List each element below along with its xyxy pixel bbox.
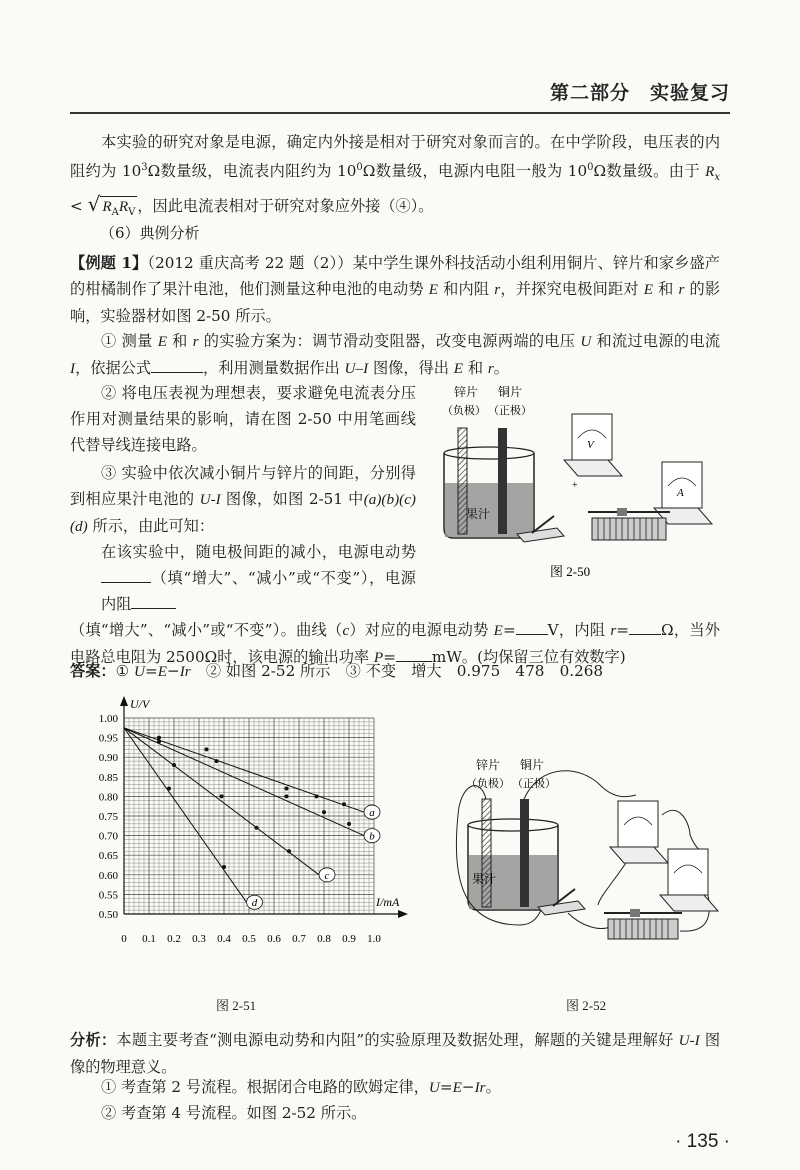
- answer-blank[interactable]: [131, 594, 176, 609]
- y-tick-label: 0.65: [98, 850, 118, 863]
- y-axis-label: U/V: [130, 697, 150, 711]
- header-rule: [70, 112, 730, 114]
- x-tick-label: 0.1: [142, 933, 156, 945]
- svg-text:（正极）: （正极）: [512, 778, 556, 790]
- x-tick-label: 0.2: [167, 933, 181, 945]
- page-header-title: 第二部分 实验复习: [549, 82, 730, 104]
- svg-text:果汁: 果汁: [466, 507, 491, 521]
- figure-2-51-caption: 图 2-51: [216, 998, 257, 1013]
- zinc-label: 锌片: [454, 385, 479, 399]
- y-tick-label: 0.90: [98, 752, 118, 765]
- x-axis-arrow: [398, 910, 408, 918]
- question-3-part-b: 在该实验中，随电极间距的减小，电源电动势（填“增大”、“减小”或“不变”），电源内阻 （填“增大”、“减小”或“不变”）。曲线（c）对应的电源电动势 E= V，内阻 r= Ω，当外电路总电阻为 2500Ω时，该电源的输出功率 P= mW。(均保留三位有效数字): [70, 543, 720, 666]
- x-tick-label: 0: [121, 933, 127, 945]
- figure-2-51-chart: [82, 690, 412, 990]
- svg-text:铜片: 铜片: [520, 758, 545, 772]
- question-2: ② 将电压表视为理想表，要求避免电流表分压作用对测量结果的影响，请在图 2-50 中用笔画线代替导线连接电路。: [70, 384, 416, 454]
- series-point-b: [285, 794, 289, 798]
- copper-label: 铜片: [498, 385, 523, 399]
- figure-2-52: [450, 755, 740, 965]
- section-heading: （6）典例分析: [100, 224, 200, 242]
- y-tick-label: 0.80: [98, 791, 118, 804]
- series-point-b: [215, 759, 219, 763]
- svg-text:（负极）: （负极）: [466, 778, 510, 790]
- figure-2-52-caption: 图 2-52: [566, 998, 607, 1013]
- x-tick-label: 1.0: [367, 933, 381, 945]
- series-label-a: a: [369, 807, 375, 820]
- svg-text:A: A: [677, 487, 684, 499]
- question-3-part-a: ③ 实验中依次减小铜片与锌片的间距，分别得到相应果汁电池的 U-I 图像，如图 2-51 中(a)(b)(c)(d) 所示，由此可知：: [70, 464, 416, 535]
- x-tick-label: 0.5: [242, 933, 256, 945]
- y-axis-arrow: [120, 696, 128, 706]
- series-line-d: [124, 728, 247, 902]
- series-point-c: [255, 826, 259, 830]
- x-tick-label: 0.7: [292, 933, 306, 945]
- series-point-b: [157, 740, 161, 744]
- x-axis-label: I/mA: [376, 895, 400, 909]
- chart-grid: [124, 718, 374, 914]
- figure-2-50: [432, 378, 732, 583]
- series-point-d: [222, 865, 226, 869]
- series-point-c: [172, 763, 176, 767]
- analysis-paragraph: 分析：本题主要考查“测电源电动势和内阻”的实验原理及数据处理，解题的关键是理解好 U-I 图像的物理意义。: [70, 1031, 721, 1076]
- answer-line: 答案：① U=E−Ir ② 如图 2-52 所示 ③ 不变 增大 0.975 478 0.268: [70, 662, 604, 680]
- y-tick-label: 0.50: [98, 909, 118, 921]
- voltmeter-icon: [564, 414, 622, 491]
- y-tick-label: 0.70: [98, 830, 118, 843]
- intro-paragraph: 本实验的研究对象是电源，确定内外接是相对于研究对象而言的。在中学阶段，电压表的内阻约为 $10^3\Omega$数量级，电流表内阻约为 $10^0\Omega$数量级，电源内电阻一般为 $10^0\Omega$数量级。由于 $R_x$ < √ $R_AR_V$ ，因此电流表相对于研究对象应外接（④）。: [70, 133, 721, 219]
- series-point-c: [220, 794, 224, 798]
- svg-text:（负极）: （负极）: [442, 405, 486, 417]
- x-tick-label: 0.4: [217, 933, 231, 945]
- analysis-step-2: ① 考查第 2 号流程。根据闭合电路的欧姆定律，U=E−Ir。: [101, 1078, 501, 1096]
- rheostat-icon: [588, 508, 670, 540]
- series-point-a: [315, 794, 319, 798]
- series-point-a: [285, 787, 289, 791]
- svg-text:V: V: [587, 439, 594, 451]
- series-point-a: [157, 736, 161, 740]
- svg-text:锌片: 锌片: [476, 758, 501, 772]
- page-number: · 135 ·: [675, 1131, 730, 1152]
- x-tick-label: 0.6: [267, 933, 281, 945]
- series-point-a: [205, 747, 209, 751]
- analysis-step-4: ② 考查第 4 号流程。如图 2-52 所示。: [101, 1104, 367, 1122]
- answer-blank[interactable]: [516, 620, 548, 635]
- x-tick-label: 0.3: [192, 933, 206, 945]
- example-1-text: 【例题 1】（2012 重庆高考 22 题（2））某中学生课外科技活动小组利用铜片、锌片和家乡盛产的柑橘制作了果汁电池，他们测量这种电池的电动势 E 和内阻 r，并探究电极间距对 E 和 r 的影响，实验器材如图 2-50 所示。: [70, 254, 721, 325]
- y-tick-label: 0.95: [98, 732, 118, 745]
- y-tick-label: 0.55: [98, 889, 118, 902]
- chart-series: [124, 728, 380, 909]
- answer-blank[interactable]: [629, 620, 661, 635]
- answer-blank[interactable]: [151, 358, 203, 373]
- y-tick-label: 1.00: [98, 713, 118, 725]
- y-tick-label: 0.85: [98, 771, 118, 784]
- svg-text:果汁: 果汁: [472, 872, 497, 886]
- y-tick-label: 0.60: [98, 869, 118, 882]
- series-point-d: [167, 787, 171, 791]
- y-tick-label: 0.75: [98, 811, 118, 823]
- svg-text:+: +: [572, 480, 578, 491]
- figure-2-50-caption: 图 2-50: [550, 564, 591, 579]
- series-point-c: [287, 849, 291, 853]
- series-label-b: b: [369, 830, 375, 843]
- x-tick-label: 0.8: [317, 933, 331, 945]
- answer-blank[interactable]: [101, 568, 151, 583]
- series-point-a: [342, 802, 346, 806]
- series-point-b: [347, 822, 351, 826]
- question-1: ① 测量 E 和 r 的实验方案为：调节滑动变阻器，改变电源两端的电压 U 和流过电源的电流 I，依据公式 ，利用测量数据作出 U–I 图像，得出 E 和 r。: [70, 332, 721, 377]
- series-label-c: c: [324, 869, 330, 882]
- svg-text:（正极）: （正极）: [488, 405, 532, 417]
- x-tick-label: 0.9: [342, 933, 356, 945]
- series-label-d: d: [251, 897, 258, 910]
- series-point-b: [322, 810, 326, 814]
